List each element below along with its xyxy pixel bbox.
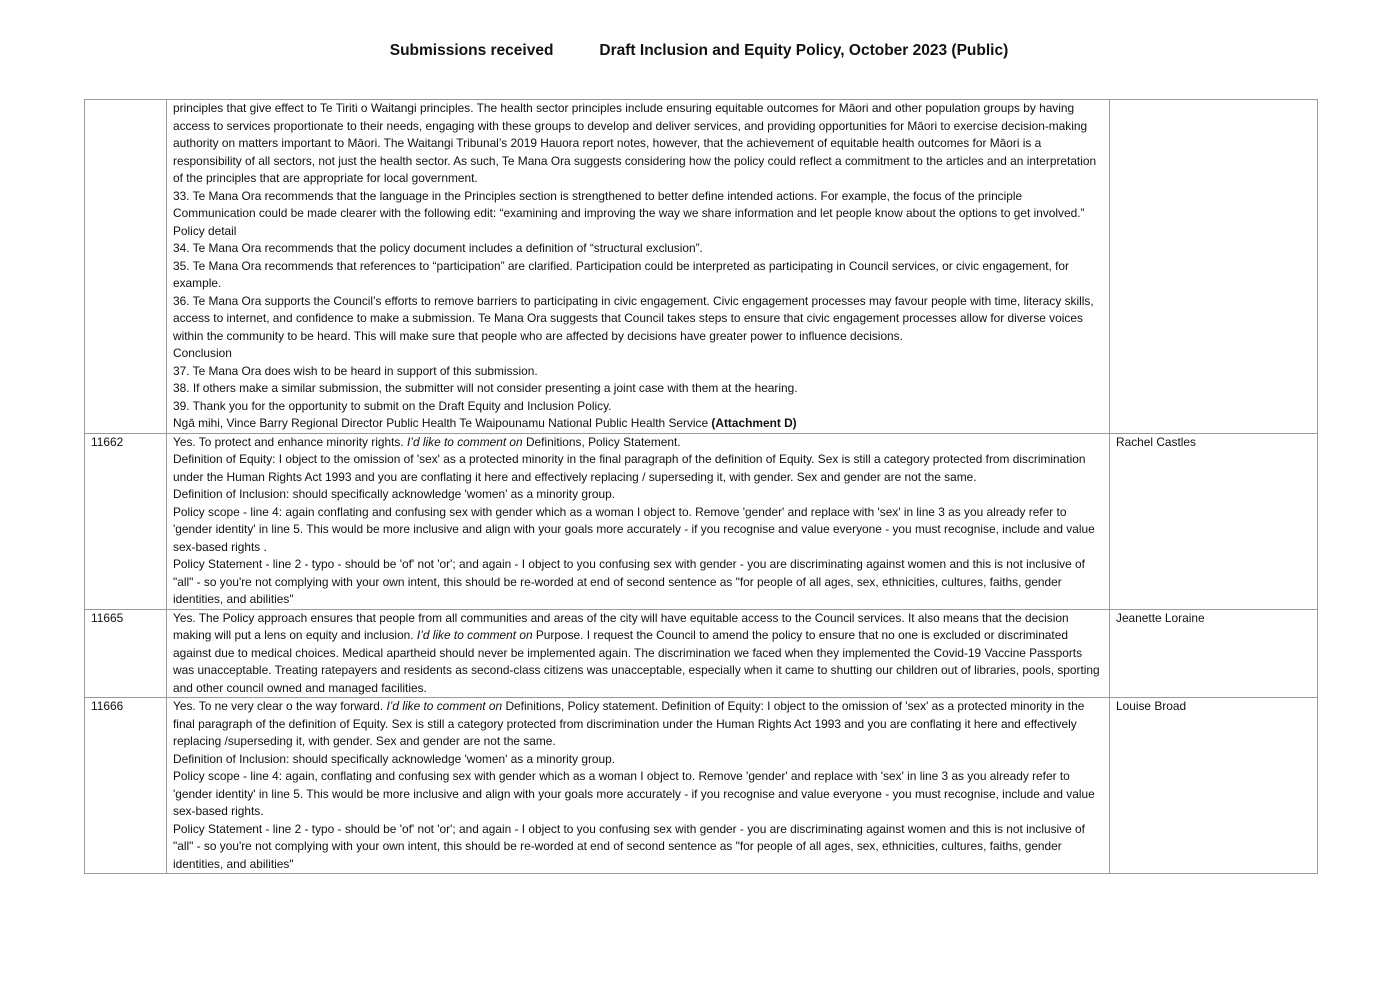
page-header [0, 42, 1398, 60]
submission-text-cell [167, 698, 1110, 874]
table-row [85, 100, 1318, 434]
comment-lead-in: I’d like to comment on [407, 434, 523, 449]
page-title: Submissions received [389, 42, 554, 59]
submission-text-cell [167, 433, 1110, 609]
submitter-name-cell: Jeanette Loraine [1110, 609, 1318, 698]
attachment-reference: (Attachment D) [711, 416, 797, 430]
submitter-name-cell [1110, 100, 1318, 434]
submitter-name-cell: Louise Broad [1110, 698, 1318, 874]
submissions-table [84, 99, 1318, 874]
submission-paragraph: Yes. The Policy approach ensures that people from all communities and areas of the city will have equitable access to the Council services. It also means that the decision making will put a lens on equity and inclusion. I’d like to comment on Purpose. I request the Council to amend the policy to ensure that no one is excluded or discriminated against due to medical choices. Medical apartheid should never be implemented again. The discrimination we faced when they implemented the Covid-19 Vaccine Passports was unacceptable. Treating ratepayers and residents as second-class citizens was unacceptable, especially when it came to shutting our children out of libraries, pools, sporting and other council owned and managed facilities. [173, 610, 1100, 695]
submission-paragraph: 33. Te Mana Ora recommends that the language in the Principles section is strengthened to better define intended actions. For example, the focus of the principle Communication could be made clearer with the following edit: “examining and improving the way we share information and let people know about the options to get involved.” [173, 188, 1085, 220]
section-heading: Conclusion [173, 346, 232, 360]
submission-paragraph: principles that give effect to Te Tiriti o Waitangi principles. The health sector principles include ensuring equitable outcomes for Māori and other population groups by having access to services proportionate to their needs, engaging with these groups to develop and deliver services, and providing opportunities for Māori to exercise decision-making authority on matters important to Māori. The Waitangi Tribunal’s 2019 Hauora report notes, however, that the achievement of equitable health outcomes for Māori is a responsibility of all sectors, not just the health sector. As such, Te Mana Ora suggests considering how the policy could reflect a commitment to the articles and an interpretation of the principles that are appropriate for local government. [173, 101, 1097, 185]
table-row [85, 698, 1318, 874]
submission-paragraph: 39. Thank you for the opportunity to submit on the Draft Equity and Inclusion Policy. [173, 398, 612, 413]
comment-lead-in: I’d like to comment on [416, 628, 533, 642]
sign-off [173, 415, 1103, 433]
submitter-name-cell: Rachel Castles [1110, 433, 1318, 609]
sign-off-text: Ngā mihi, Vince Barry Regional Director Public Health Te Waipounamu National Public Health Service [173, 416, 712, 430]
submission-text-cell [167, 100, 1110, 434]
submission-id-cell: 11666 [85, 698, 167, 874]
submission-paragraph: 35. Te Mana Ora recommends that references to “participation” are clarified. Participation could be interpreted as participating in Council services, or civic engagement, for example. [173, 258, 1069, 290]
page-subtitle: Draft Inclusion and Equity Policy, October 2023 (Public) [599, 42, 1009, 59]
submission-paragraph: 36. Te Mana Ora supports the Council’s efforts to remove barriers to participating in civic engagement. Civic engagement processes may favour people with time, literacy skills, access to internet, and confidence to make a submission. Te Mana Ora suggests that Council takes steps to ensure that civic engagement processes allow for diverse voices within the community to be heard. This will make sure that people who are affected by decisions have greater power to influence decisions. [173, 293, 1094, 343]
submission-paragraph: Definition of Equity: I object to the omission of 'sex' as a protected minority in the final paragraph of the definition of Equity. Sex is still a category protected from discrimination under the Human Rights Act 1993 and you are conflating it here and effectively replacing / superseding it, with gender. Sex and gender are not the same. [173, 452, 1086, 484]
comment-lead-in: I’d like to comment on [386, 699, 503, 713]
table-row [85, 433, 1318, 609]
submission-paragraph: 38. If others make a similar submission, the submitter will not consider presenting a joint case with them at the hearing. [173, 381, 798, 395]
submission-paragraph: 37. Te Mana Ora does wish to be heard in support of this submission. [173, 363, 538, 378]
submission-paragraph: Policy Statement - line 2 - typo - should be 'of' not 'or'; and again - I object to you confusing sex with gender - you are discriminating against women and this is not inclusive of "all" - so you're not complying with your own intent, this should be re-worded at end of second sentence as "for people of all ages, sex, ethnicities, cultures, faiths, gender identities, and abilities" [173, 557, 1085, 606]
submission-paragraph: 34. Te Mana Ora recommends that the policy document includes a definition of “structural exclusion”. [173, 241, 703, 255]
table-row [85, 609, 1318, 698]
submission-paragraph: Policy Statement - line 2 - typo - should be 'of' not 'or'; and again - I object to you confusing sex with gender - you are discriminating against women and this is not inclusive of "all" - so you're not complying with your own intent, this should be re-worded at end of second sentence as "for people of all ages, sex, ethnicities, cultures, faiths, gender identities, and abilities" [173, 821, 1085, 871]
submission-paragraph: Definition of Inclusion: should specifically acknowledge 'women' as a minority group. [173, 487, 616, 501]
submission-paragraph: Yes. To ne very clear o the way forward. I’d like to comment on Definitions, Policy statement. Definition of Equity: I object to the omission of 'sex' as a protected minority in the final paragraph of the definition of Equity. Sex is still a category protected from discrimination under the Human Rights Act 1993 and you are conflating it here and effectively replacing /superseding it, with gender. Sex and gender are not the same. [173, 699, 1085, 748]
submission-paragraph: Definition of Inclusion: should specifically acknowledge 'women' as a minority group. [173, 751, 616, 766]
submission-paragraph: Policy scope - line 4: again conflating and confusing sex with gender which as a woman I object to. Remove 'gender' and replace with 'sex' in line 3 as you already refer to 'gender identity' in line 5. This would be more inclusive and align with your goals more accurately - if you recognise and value everyone - you must recognise, include and value sex-based rights . [173, 504, 1095, 554]
section-heading: Policy detail [173, 223, 237, 238]
submission-paragraph: Yes. To protect and enhance minority rights. I’d like to comment on Definitions, Policy Statement. [173, 434, 681, 449]
submission-id-cell: 11665 [85, 609, 167, 698]
submission-id-cell: 11662 [85, 433, 167, 609]
submission-text-cell [167, 609, 1110, 698]
submission-paragraph: Policy scope - line 4: again, conflating and confusing sex with gender which as a woman I object to. Remove 'gender' and replace with 'sex' in line 3 as you already refer to 'gender identity' in line 5. This would be more inclusive and align with your goals more accurately - if you recognise and value everyone - you must recognise, include and value sex-based rights. [173, 769, 1095, 818]
submission-id-cell [85, 100, 167, 434]
